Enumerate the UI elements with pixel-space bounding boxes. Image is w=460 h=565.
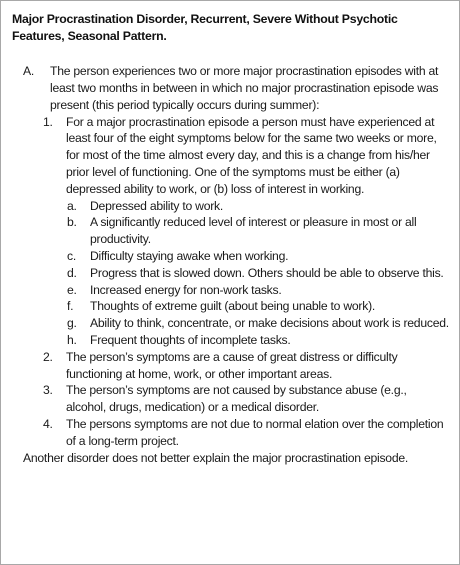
symptom-marker: h. xyxy=(67,332,77,347)
criterion-b-text: Another disorder does not better explain the major procrastination episode. xyxy=(23,450,409,465)
symptom-text: Depressed ability to work. xyxy=(90,198,224,213)
symptom-list xyxy=(67,198,449,349)
symptom-item-g xyxy=(67,315,449,332)
symptom-marker: b. xyxy=(67,215,77,230)
item-text: For a major procrastination episode a person must have experienced at least four of the eight symptoms below for the same two weeks or more, for most of the time almost every day, and this is a change from his/her prior level of functioning. One of the symptoms must be either (a) depressed ability to work, or (b) loss of interest in working. xyxy=(66,114,437,196)
criterion-a-marker: A. xyxy=(23,64,35,79)
symptom-marker: c. xyxy=(67,248,76,263)
criterion-a xyxy=(10,63,449,449)
symptom-item-b xyxy=(67,214,449,248)
symptom-item-c xyxy=(67,248,449,265)
numbered-item-4 xyxy=(43,416,449,450)
item-marker: 1. xyxy=(43,114,53,129)
item-marker: 4. xyxy=(43,416,53,431)
item-text: The person’s symptoms are not caused by substance abuse (e.g., alcohol, drugs, medication) or a medical disorder. xyxy=(66,383,407,415)
symptom-text: Difficulty staying awake when working. xyxy=(90,248,289,263)
criteria-list xyxy=(10,63,449,466)
item-marker: 2. xyxy=(43,349,53,364)
numbered-item-1 xyxy=(43,114,449,349)
symptom-text: Progress that is slowed down. Others should be able to observe this. xyxy=(90,265,444,280)
symptom-text: Thoughts of extreme guilt (about being unable to work). xyxy=(90,299,376,314)
item-marker: 3. xyxy=(43,383,53,398)
document-title: Major Procrastination Disorder, Recurrent, Severe Without Psychotic Features, Seasonal Pattern. xyxy=(12,12,398,43)
symptom-text: A significantly reduced level of interest or pleasure in most or all productivity. xyxy=(90,215,417,247)
criterion-b xyxy=(0,450,449,467)
symptom-text: Increased energy for non-work tasks. xyxy=(90,282,282,297)
item-text: The person’s symptoms are a cause of great distress or difficulty functioning at home, work, or other important areas. xyxy=(66,349,398,381)
criterion-a-text: The person experiences two or more major procrastination episodes with at least two months in between in which no major procrastination episode was present (this period typically occurs during summer): xyxy=(50,64,439,112)
symptom-text: Frequent thoughts of incomplete tasks. xyxy=(90,332,291,347)
symptom-item-a xyxy=(67,198,449,215)
symptom-item-h xyxy=(67,332,449,349)
symptom-item-e xyxy=(67,282,449,299)
symptom-marker: d. xyxy=(67,265,77,280)
symptom-marker: f. xyxy=(67,299,74,314)
numbered-item-3 xyxy=(43,382,449,416)
symptom-item-f xyxy=(67,298,449,315)
criterion-a-items xyxy=(43,114,449,450)
symptom-marker: a. xyxy=(67,198,77,213)
symptom-marker: g. xyxy=(67,316,77,331)
numbered-item-2 xyxy=(43,349,449,383)
symptom-item-d xyxy=(67,265,449,282)
symptom-text: Ability to think, concentrate, or make decisions about work is reduced. xyxy=(90,316,449,331)
item-text: The persons symptoms are not due to normal elation over the completion of a long-term project. xyxy=(66,416,444,448)
symptom-marker: e. xyxy=(67,282,77,297)
